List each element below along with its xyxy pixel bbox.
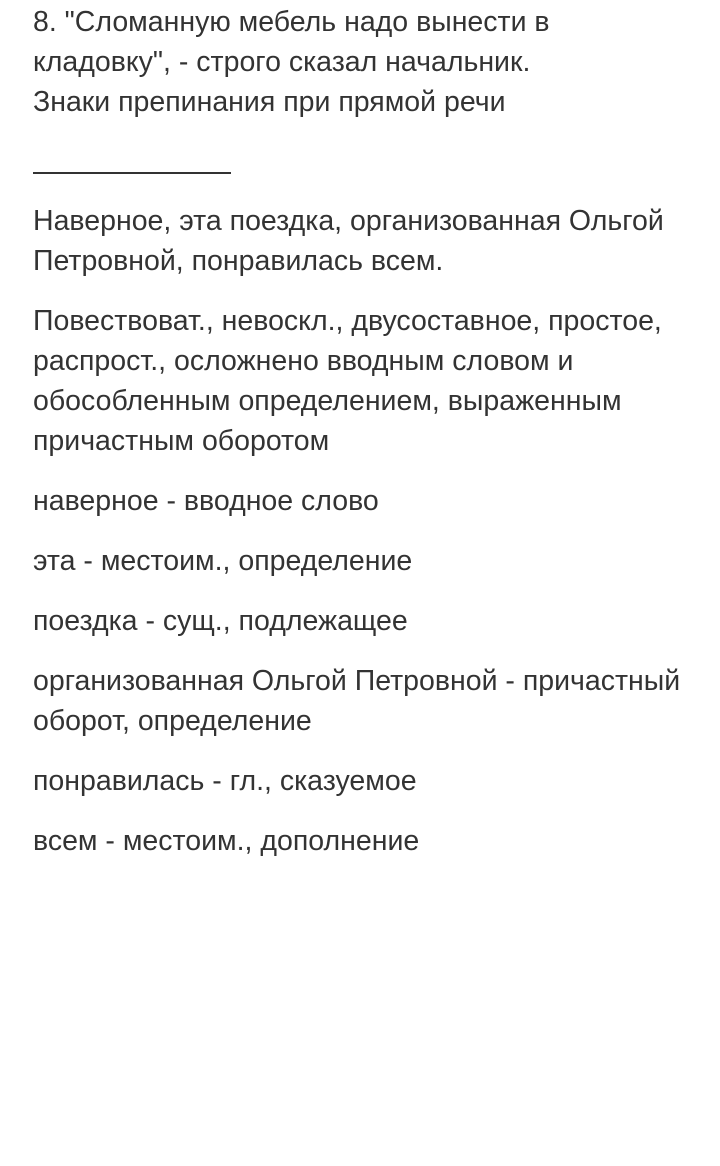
parse-item-eta: эта - местоим., определение [33,545,413,577]
parse-item-poezdka: поездка - сущ., подлежащее [33,605,408,637]
answer-sentence: Наверное, эта поездка, организованная Ольгой Петровной, понравилась всем. [33,205,664,277]
parse-item-navernoe: наверное - вводное слово [33,485,379,517]
parse-item-ponravilas: понравилась - гл., сказуемое [33,765,417,797]
divider-line [33,172,231,174]
question-line-1: 8. "Сломанную мебель надо вынести в [33,6,550,38]
parse-item-vsem: всем - местоим., дополнение [33,825,420,857]
question-line-2: кладовку", - строго сказал начальник. [33,46,531,78]
question-line-3: Знаки препинания при прямой речи [33,86,506,118]
question-block [33,0,693,122]
answer-block [33,201,693,861]
parse-item-participle-phrase: организованная Ольгой Петровной - причастный оборот, определение [33,665,681,737]
document-page [33,0,693,881]
sentence-characteristics: Повествоват., невоскл., двусоставное, простое, распрост., осложнено вводным словом и обособленным определением, выраженным причастным оборотом [33,305,662,457]
